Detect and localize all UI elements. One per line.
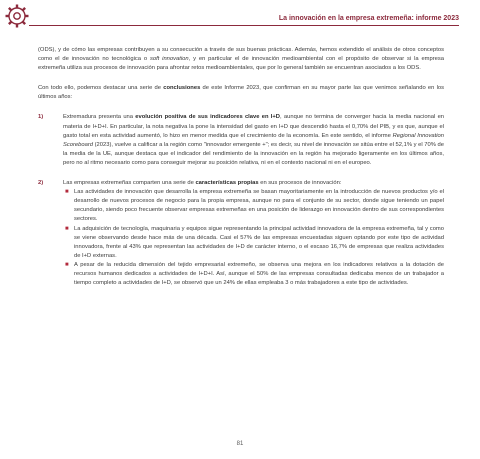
header-rule — [29, 25, 459, 26]
page-body — [38, 46, 444, 288]
paragraph-ods: (ODS), y de cómo las empresas contribuyen a su consecución a través de sus buenas prácticas. Además, hemos extendido el análisis de otros conceptos como el de innovación no tecnológica o soft innovation, y en particular el de innovación medioambiental con el propósito de observar si la empresa extremeña utiliza sus procesos de innovación para afrontar retos medioambientales, que por lo general también se encuentran asociados a los ODS. — [38, 47, 445, 72]
bullet-icon: ■ — [65, 225, 69, 232]
bullet-icon: ■ — [65, 189, 69, 196]
list-item: ■ A pesar de la reducida dimensión del tejido empresarial extremeño, se observa una mejora en los indicadores relativos a la dotación de recursos humanos dedicados a actividades de I+D+I. Así, aunque el 50% de las empresas consultadas dedicaba menos de un trabajador a tiempo completo a actividades de I+D, se observó que un 24% de ellas empleaba 3 o más trabajadores a este tipo de actividades. — [65, 261, 444, 287]
bullet-list — [38, 188, 444, 288]
paragraph-conclusions-intro: Con todo ello, podemos destacar una serie de conclusiones de este Informe 2023, que confirman en su mayor parte las que venimos señalando en los últimos años: — [38, 85, 445, 101]
page-number: 81 — [236, 441, 244, 447]
item-number: 2) — [38, 180, 44, 187]
list-item: ■ Las actividades de innovación que desarrolla la empresa extremeña se basan mayoritariamente en la introducción de nuevos productos y/o el desarrollo de nuevos procesos de negocio para la propia empresa, aunque no para el conjunto de su sector, donde sigue teniendo un papel secundario, siendo poco frecuente observar empresas extremeñas en una posición de liderazgo en innovación dentro de sus correspondientes sectores. — [65, 189, 444, 223]
item-number: 1) — [38, 114, 44, 121]
bullet-icon: ■ — [65, 261, 69, 268]
conclusion-item-1: 1) Extremadura presenta una evolución positiva de sus indicadores clave en I+D, aunque no termina de converger hacia la media nacional en materia de I+D+I. En particular, la nota negativa la pone la intensidad del gasto en I+D que descendió hasta el 0,70% del PIB, y es que, aunque el gasto total en esta actividad aumentó, lo hizo en menor medida que el crecimiento de la economía. En este sentido, el informe Regional Innovation Scoreboard (2023), vuelve a calificar a la región como "innovador emergente +"; es decir, su nivel de innovación se sitúa entre el 52,1% y el 70% de la media de la UE, aunque destaca que el indicador del rendimiento de la innovación en la región ha mejorado ligeramente en los últimos años, pero no al ritmo necesario como para conseguir mejorar su posición relativa, ni en el contexto nacional ni en el europeo. — [38, 114, 445, 166]
header-title: La innovación en la empresa extremeña: informe 2023 — [278, 15, 459, 22]
conclusion-item-2: 2) Las empresas extremeñas comparten una serie de características propias en sus procesos de innovación: — [38, 179, 444, 188]
gear-logo-icon — [4, 3, 30, 29]
list-item: ■ La adquisición de tecnología, maquinaria y equipos sigue representando la principal actividad innovadora de la empresa extremeña, tal y como se viene observando desde hace más de una década. Casi el 57% de las empresas encuestadas siguen optando por este tipo de actividad innovadora, frente al 43% que representan las actividades de I+D de carácter interno, o el escaso 16,7% de empresas que realiza actividades de I+D externas. — [65, 225, 444, 259]
